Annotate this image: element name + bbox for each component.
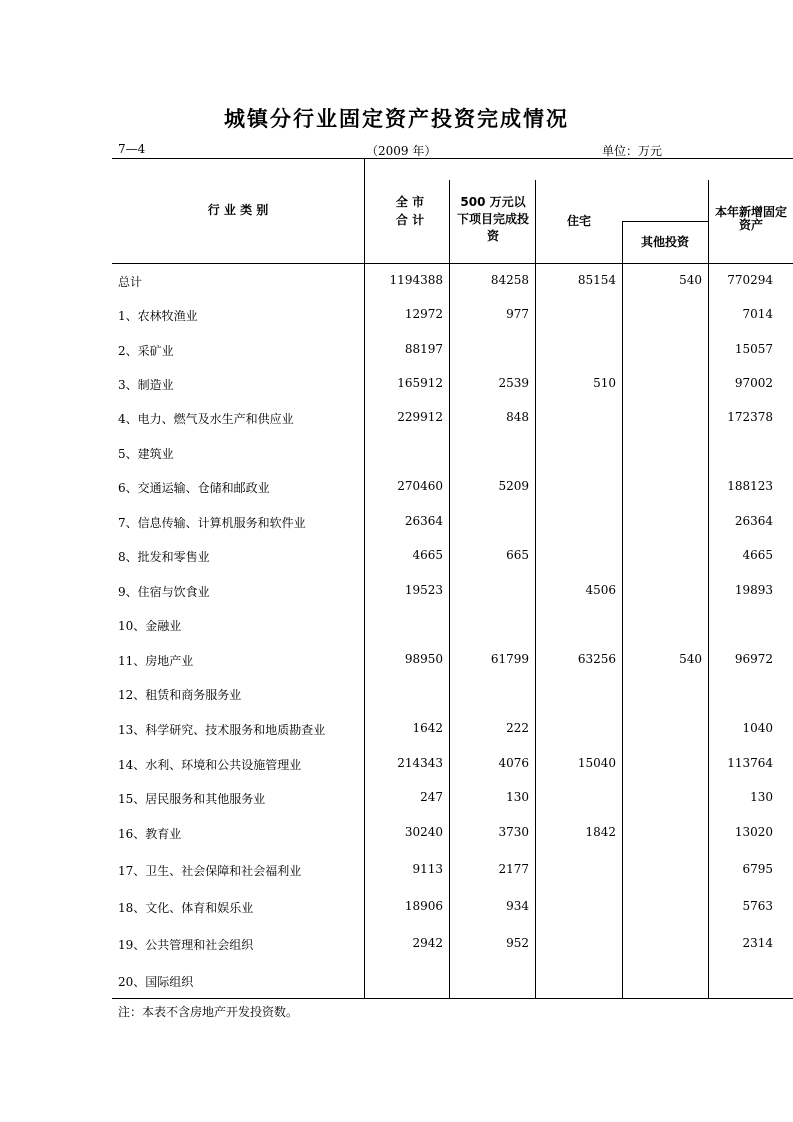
cell-small: 952 — [506, 936, 529, 950]
row-label: 13、科学研究、技术服务和地质勘查业 — [118, 723, 326, 737]
cell-new-assets: 5763 — [742, 899, 773, 913]
cell-total: 229912 — [397, 410, 443, 424]
header-total-line2: 合 计 — [395, 213, 425, 227]
row-label: 10、金融业 — [118, 619, 182, 633]
page-title: 城镇分行业固定资产投资完成情况 — [224, 107, 569, 131]
cell-new-assets: 13020 — [734, 825, 773, 839]
column-divider — [535, 180, 536, 998]
cell-total: 26364 — [404, 514, 443, 528]
row-label: 4、电力、燃气及水生产和供应业 — [118, 412, 294, 426]
cell-small: 222 — [506, 721, 529, 735]
cell-residential: 15040 — [577, 756, 616, 770]
row-label: 15、居民服务和其他服务业 — [118, 792, 266, 806]
table-top-rule — [112, 158, 793, 159]
column-divider — [708, 180, 709, 998]
column-divider — [622, 221, 623, 998]
cell-total: 270460 — [397, 479, 443, 493]
column-divider — [364, 158, 365, 998]
cell-new-assets: 97002 — [734, 376, 773, 390]
header-total-line1: 全 市 — [395, 195, 425, 209]
cell-new-assets: 770294 — [727, 273, 773, 287]
cell-total: 247 — [420, 790, 443, 804]
row-label: 18、文化、体育和娱乐业 — [118, 901, 254, 915]
cell-other: 540 — [679, 273, 702, 287]
cell-residential: 1842 — [585, 825, 616, 839]
cell-residential: 85154 — [577, 273, 616, 287]
cell-other: 540 — [679, 652, 702, 666]
table-number: 7—4 — [118, 142, 146, 156]
cell-new-assets: 19893 — [734, 583, 773, 597]
row-label: 1、农林牧渔业 — [118, 309, 198, 323]
cell-total: 19523 — [404, 583, 443, 597]
cell-residential: 4506 — [585, 583, 616, 597]
cell-new-assets: 4665 — [742, 548, 773, 562]
cell-total: 9113 — [412, 862, 443, 876]
cell-residential: 63256 — [577, 652, 616, 666]
row-label: 6、交通运输、仓储和邮政业 — [118, 481, 270, 495]
cell-small: 84258 — [490, 273, 529, 287]
cell-total: 165912 — [397, 376, 443, 390]
cell-new-assets: 96972 — [734, 652, 773, 666]
cell-total: 1194388 — [389, 273, 443, 287]
row-label: 12、租赁和商务服务业 — [118, 688, 242, 702]
row-label: 16、教育业 — [118, 827, 182, 841]
cell-small: 4076 — [498, 756, 529, 770]
cell-new-assets: 172378 — [727, 410, 773, 424]
cell-small: 3730 — [498, 825, 529, 839]
cell-small: 5209 — [498, 479, 529, 493]
row-label: 总计 — [118, 275, 143, 289]
cell-small: 2177 — [498, 862, 529, 876]
row-label: 3、制造业 — [118, 378, 174, 392]
header-new-assets: 本年新增固定资产 — [714, 205, 787, 232]
cell-new-assets: 1040 — [742, 721, 773, 735]
cell-total: 12972 — [404, 307, 443, 321]
residential-subheader-rule — [622, 221, 708, 222]
cell-total: 30240 — [404, 825, 443, 839]
row-label: 14、水利、环境和公共设施管理业 — [118, 758, 302, 772]
cell-new-assets: 26364 — [734, 514, 773, 528]
cell-total: 214343 — [397, 756, 443, 770]
row-label: 2、采矿业 — [118, 344, 174, 358]
cell-small: 2539 — [498, 376, 529, 390]
cell-small: 130 — [506, 790, 529, 804]
column-divider — [449, 180, 450, 998]
cell-small: 848 — [506, 410, 529, 424]
header-residential: 住宅 — [566, 214, 591, 228]
row-label: 5、建筑业 — [118, 447, 174, 461]
row-label: 11、房地产业 — [118, 654, 194, 668]
cell-new-assets: 6795 — [742, 862, 773, 876]
header-category: 行 业 类 别 — [207, 203, 269, 217]
cell-total: 2942 — [412, 936, 443, 950]
cell-small: 977 — [506, 307, 529, 321]
cell-small: 934 — [506, 899, 529, 913]
cell-new-assets: 188123 — [727, 479, 773, 493]
row-label: 19、公共管理和社会组织 — [118, 938, 254, 952]
header-other-investment: 其他投资 — [640, 235, 689, 249]
footnote: 注：本表不含房地产开发投资数。 — [118, 1005, 299, 1019]
cell-new-assets: 7014 — [742, 307, 773, 321]
row-label: 7、信息传输、计算机服务和软件业 — [118, 516, 306, 530]
cell-residential: 510 — [593, 376, 616, 390]
row-label: 20、国际组织 — [118, 975, 194, 989]
cell-total: 1642 — [412, 721, 443, 735]
unit-label: 单位：万元 — [602, 144, 663, 158]
row-label: 9、住宿与饮食业 — [118, 585, 210, 599]
cell-new-assets: 130 — [750, 790, 773, 804]
cell-small: 665 — [506, 548, 529, 562]
cell-new-assets: 113764 — [727, 756, 773, 770]
cell-small: 61799 — [490, 652, 529, 666]
table-bottom-rule — [112, 998, 793, 999]
cell-new-assets: 2314 — [742, 936, 773, 950]
cell-total: 18906 — [404, 899, 443, 913]
header-bottom-rule — [112, 263, 793, 264]
cell-total: 98950 — [404, 652, 443, 666]
row-label: 8、批发和零售业 — [118, 550, 210, 564]
cell-total: 4665 — [412, 548, 443, 562]
year-label: （2009 年） — [366, 144, 437, 158]
cell-new-assets: 15057 — [734, 342, 773, 356]
header-small-projects: 500 万元以下项目完成投资 — [456, 195, 529, 243]
row-label: 17、卫生、社会保障和社会福利业 — [118, 864, 302, 878]
cell-total: 88197 — [404, 342, 443, 356]
